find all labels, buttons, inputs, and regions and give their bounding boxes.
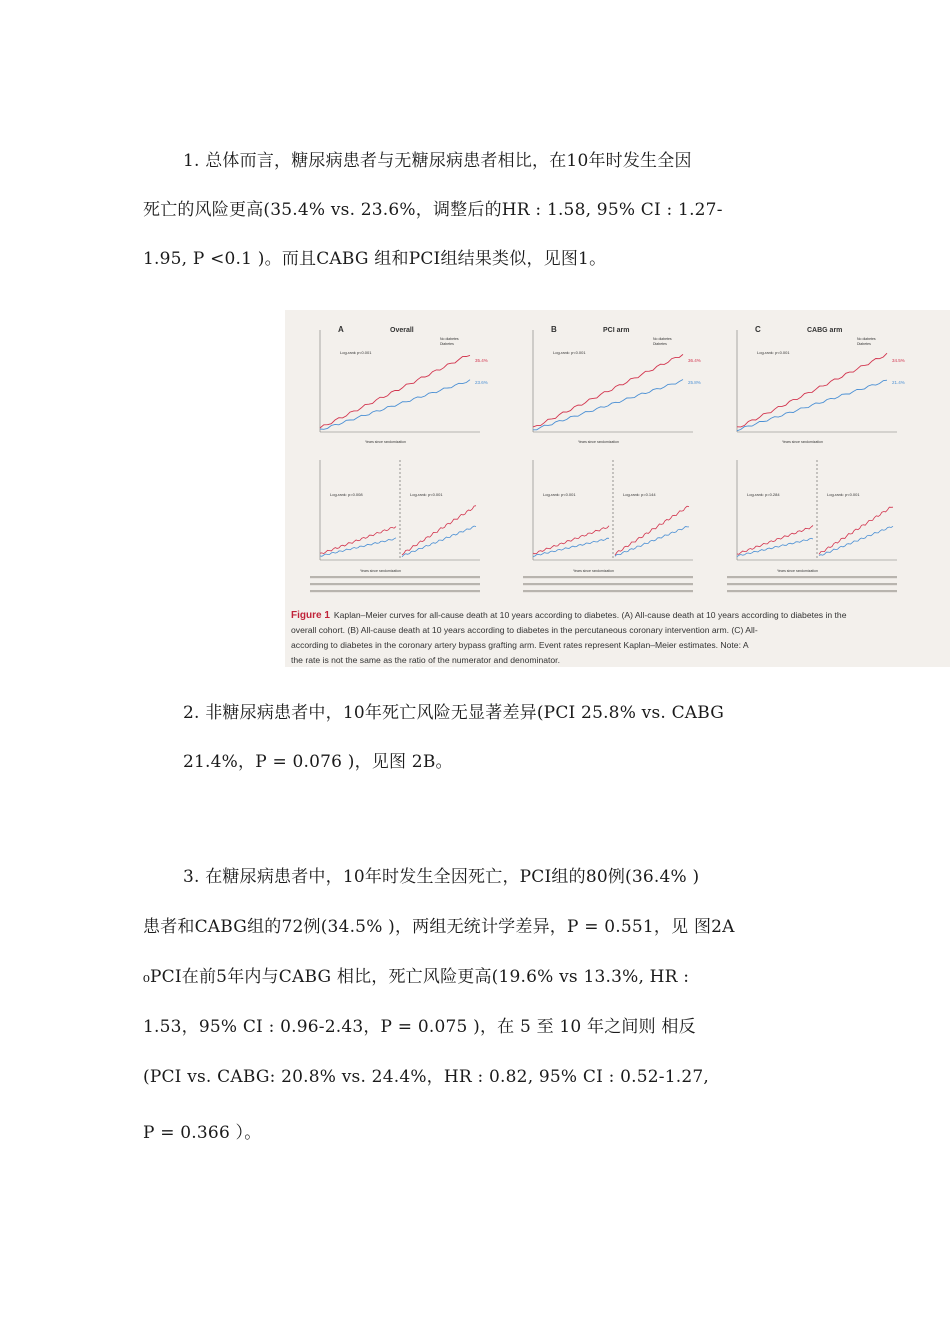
risk-table-row [727,590,897,592]
p3-line1: 3. 在糖尿病患者中，10年时发生全因死亡，PCI组的80例(36.4% ) [183,867,700,887]
p2-line2: 21.4%，P = 0.076 )，见图 2B。 [183,752,453,772]
x-axis-label: Years since randomization [578,440,619,444]
panel-logrank: Log-rank: p<0.001 [553,350,586,355]
no-diabetes-curve [320,380,470,430]
diabetes-rate: 34.5% [892,358,905,363]
diabetes-curve [737,353,887,427]
p3-line3: ₀PCI在前5年内与CABG 相比，死亡风险更高(19.6% vs 13.3%, HR : [143,967,690,987]
no-diabetes-curve-late [615,527,689,557]
diabetes-curve [533,354,683,427]
risk-table-row [727,583,897,585]
lower-x-axis-label: Years since randomization [573,569,614,573]
figure-label: Figure 1 [291,610,330,621]
diabetes-curve [320,355,470,428]
no-diabetes-rate: 25.8% [688,380,701,385]
panel-title: PCI arm [603,327,630,334]
risk-table-row [727,576,897,578]
risk-table-row [523,590,693,592]
no-diabetes-curve-late [402,526,476,557]
panel-letter: B [551,325,557,334]
lower-x-axis-label: Years since randomization [360,569,401,573]
risk-table-row [310,576,480,578]
panel-logrank: Log-rank p<0.001 [340,350,372,355]
legend-no-diabetes: No diabetes [440,337,459,341]
no-diabetes-rate: 21.4% [892,380,905,385]
panel-logrank: Log-rank: p<0.001 [757,350,790,355]
p3-line4: 1.53，95% CI : 0.96-2.43，P = 0.075 )，在 5 至 10 年之间则 相反 [143,1017,696,1037]
legend-diabetes: Diabetes [653,342,667,346]
diabetes-curve-late [819,507,893,554]
panel-title: Overall [390,327,414,334]
p1-line3: 1.95, P <0.1 )。而且CABG 组和PCI组结果类似，见图1。 [143,249,607,269]
diabetes-rate: 35.4% [475,358,488,363]
p3-line6: P = 0.366 ）。 [143,1123,262,1143]
panel-letter: A [338,325,344,334]
p1-line1: 1. 总体而言，糖尿病患者与无糖尿病患者相比，在10年时发生全因 [183,151,692,171]
diabetes-curve-early [533,526,609,554]
lower-logrank-left: Log-rank: p<0.001 [543,492,576,497]
p3-line2: 患者和CABG组的72例(34.5% )，两组无统计学差异，P = 0.551，见 图2A [143,917,735,937]
figure-plots [285,310,950,610]
x-axis-label: Years since randomization [365,440,406,444]
risk-table-row [310,590,480,592]
figure-caption [291,608,950,667]
legend-diabetes: Diabetes [440,342,454,346]
lower-logrank-right: Log-rank: p<0.001 [827,492,860,497]
caption-line4: the rate is not the same as the ratio of the numerator and denominator. [291,655,560,665]
risk-table-row [310,583,480,585]
risk-table-row [523,583,693,585]
caption-line2: overall cohort. (B) All-cause death at 10 years according to diabetes in the percutaneous coronary intervention arm. (C) All- [291,625,758,635]
diabetes-curve-early [737,526,813,555]
panel-letter: C [755,325,761,334]
legend-diabetes: Diabetes [857,342,871,346]
diabetes-curve-late [615,506,689,555]
diabetes-curve-early [320,527,396,554]
no-diabetes-curve [737,380,887,431]
lower-x-axis-label: Years since randomization [777,569,818,573]
legend-no-diabetes: No diabetes [857,337,876,341]
legend-no-diabetes: No diabetes [653,337,672,341]
lower-logrank-left: Log-rank: p=0.008 [330,492,363,497]
p2-line1: 2. 非糖尿病患者中，10年死亡风险无显著差异(PCI 25.8% vs. CABG [183,703,725,723]
caption-line3: according to diabetes in the coronary artery bypass grafting arm. Event rates represent Kaplan–Meier estimates. Note: A [291,640,749,650]
no-diabetes-curve [533,380,683,430]
lower-logrank-right: Log-rank: p<0.001 [410,492,443,497]
no-diabetes-rate: 23.6% [475,380,488,385]
risk-table-row [523,576,693,578]
lower-logrank-left: Log-rank: p=0.284 [747,492,780,497]
p1-line2: 死亡的风险更高(35.4% vs. 23.6%，调整后的HR : 1.58, 95% CI : 1.27- [143,200,723,220]
p3-line5: (PCI vs. CABG: 20.8% vs. 24.4%，HR : 0.82, 95% CI : 0.52-1.27, [143,1067,710,1087]
no-diabetes-curve-late [819,526,893,555]
panel-title: CABG arm [807,327,843,334]
caption-line1: Kaplan–Meier curves for all-cause death at 10 years according to diabetes. (A) All-cause death at 10 years according to diabetes in the [333,610,847,620]
kaplan-meier-figure [285,310,950,667]
x-axis-label: Years since randomization [782,440,823,444]
diabetes-rate: 36.4% [688,358,701,363]
lower-logrank-right: Log-rank: p=0.144 [623,492,656,497]
